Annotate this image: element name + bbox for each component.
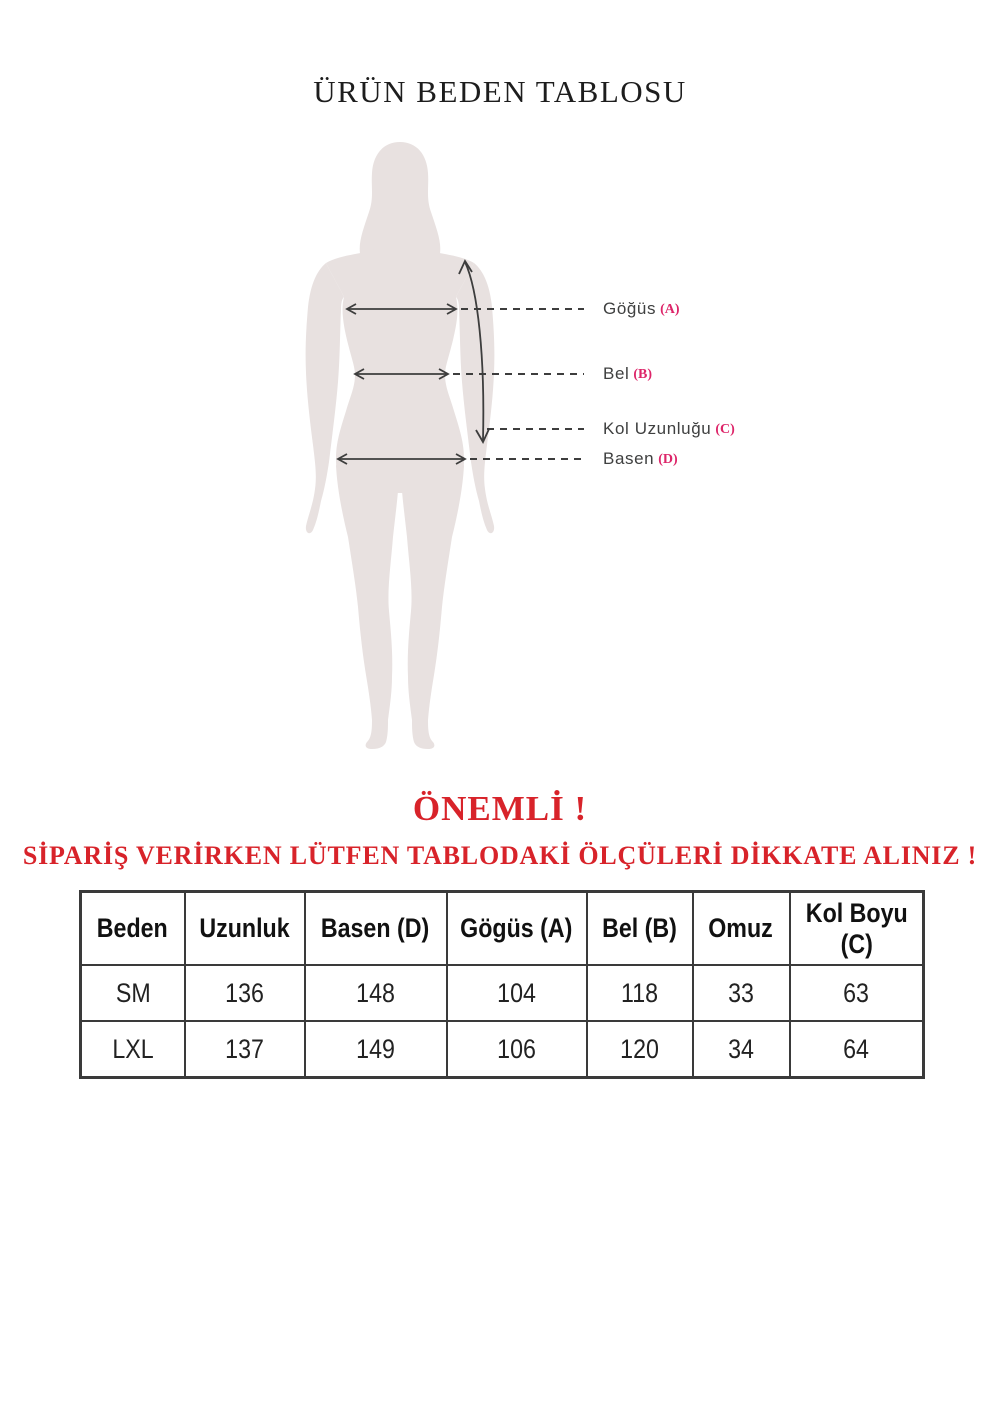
size-cell-value: 149 bbox=[356, 1033, 395, 1064]
label-kol-uzunlugu-code: (C) bbox=[715, 422, 735, 437]
size-table bbox=[79, 890, 925, 1079]
column-header-gogus bbox=[447, 892, 587, 966]
size-cell bbox=[185, 1021, 305, 1078]
label-kol-uzunlugu bbox=[603, 418, 735, 440]
body-measurement-diagram bbox=[280, 135, 600, 760]
column-header-label: Kol Boyu (C) bbox=[805, 897, 908, 959]
size-cell bbox=[693, 1021, 790, 1078]
column-header-basen bbox=[305, 892, 447, 966]
label-bel-text: Bel bbox=[603, 364, 630, 383]
female-silhouette bbox=[306, 142, 495, 749]
size-cell-value: 34 bbox=[728, 1033, 754, 1064]
column-header-label: Basen (D) bbox=[321, 913, 430, 943]
size-cell-value: 63 bbox=[843, 977, 870, 1008]
label-kol-uzunlugu-text: Kol Uzunluğu bbox=[603, 419, 712, 438]
size-cell bbox=[587, 1021, 693, 1078]
column-header-kol-boyu bbox=[790, 892, 924, 966]
table-row-lxl bbox=[81, 1021, 924, 1078]
label-bel-code: (B) bbox=[633, 367, 653, 382]
size-cell-value: 33 bbox=[728, 977, 754, 1008]
size-cell-value: 120 bbox=[620, 1033, 659, 1064]
size-cell-value: 64 bbox=[843, 1033, 870, 1064]
warning-text: SİPARİŞ VERİRKEN LÜTFEN TABLODAKİ ÖLÇÜLERİ DİKKATE ALINIZ ! bbox=[22, 841, 978, 870]
label-gogus-code: (A) bbox=[660, 302, 680, 317]
column-header-label: Uzunluk bbox=[199, 913, 290, 943]
column-header-omuz bbox=[693, 892, 790, 966]
size-cell bbox=[447, 965, 587, 1021]
table-row-sm bbox=[81, 965, 924, 1021]
column-header-label: Omuz bbox=[708, 913, 774, 943]
size-cell-value: 148 bbox=[356, 977, 395, 1008]
size-cell-value: SM bbox=[115, 977, 151, 1008]
column-header-uzunluk bbox=[185, 892, 305, 966]
silhouette-right-leg bbox=[402, 465, 464, 749]
size-cell bbox=[693, 965, 790, 1021]
label-basen-text: Basen bbox=[603, 449, 655, 468]
column-header-label: Gögüs (A) bbox=[460, 913, 573, 943]
size-cell bbox=[587, 965, 693, 1021]
label-bel bbox=[603, 363, 652, 385]
silhouette-left-arm bbox=[306, 263, 344, 533]
size-cell-value: 104 bbox=[497, 977, 536, 1008]
column-header-beden bbox=[81, 892, 185, 966]
label-basen bbox=[603, 448, 678, 470]
page-title: ÜRÜN BEDEN TABLOSU bbox=[313, 74, 687, 109]
label-gogus bbox=[603, 298, 680, 320]
size-cell-value: 136 bbox=[225, 977, 264, 1008]
important-heading: ÖNEMLİ ! bbox=[412, 789, 588, 828]
size-cell bbox=[305, 965, 447, 1021]
column-header-bel bbox=[587, 892, 693, 966]
column-header-label: Beden bbox=[97, 913, 169, 943]
label-basen-code: (D) bbox=[658, 452, 678, 467]
size-cell-value: 106 bbox=[497, 1033, 536, 1064]
size-cell bbox=[81, 965, 185, 1021]
size-cell bbox=[790, 1021, 924, 1078]
silhouette-right-arm bbox=[456, 263, 494, 533]
size-cell bbox=[790, 965, 924, 1021]
size-cell-value: 118 bbox=[620, 977, 659, 1008]
size-cell bbox=[81, 1021, 185, 1078]
size-cell bbox=[185, 965, 305, 1021]
size-cell bbox=[305, 1021, 447, 1078]
label-gogus-text: Göğüs bbox=[603, 299, 657, 318]
size-cell-value: 137 bbox=[225, 1033, 264, 1064]
size-cell-value: LXL bbox=[112, 1033, 154, 1064]
silhouette-left-leg bbox=[336, 465, 398, 749]
size-cell bbox=[447, 1021, 587, 1078]
column-header-label: Bel (B) bbox=[602, 913, 677, 943]
size-table-header-row bbox=[81, 892, 924, 966]
